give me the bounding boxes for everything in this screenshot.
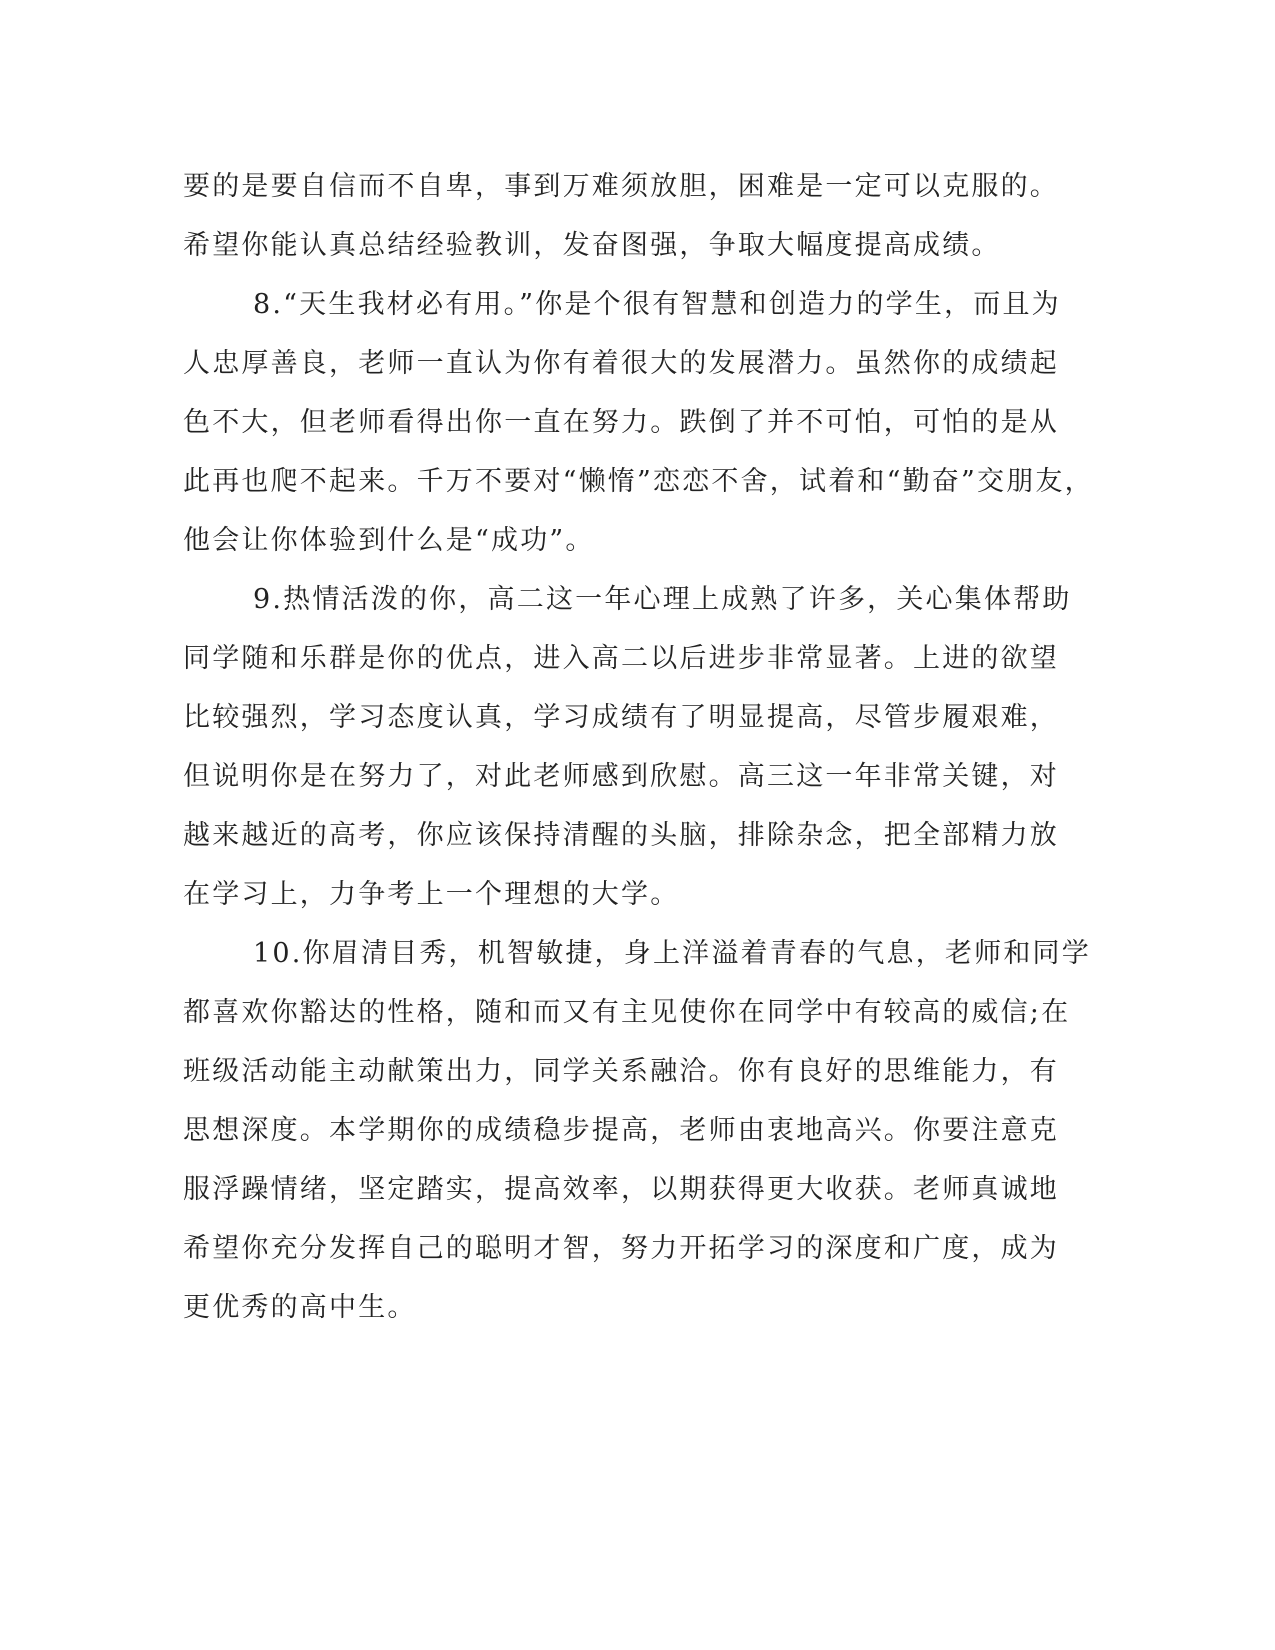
text-line: 他会让你体验到什么是“成功”。 xyxy=(183,525,595,556)
text-line: 比较强烈，学习态度认真，学习成绩有了明显提高，尽管步履艰难， xyxy=(183,702,1059,733)
text-line: 希望你能认真总结经验教训，发奋图强，争取大幅度提高成绩。 xyxy=(183,230,1001,261)
text-line: 越来越近的高考，你应该保持清醒的头脑，排除杂念，把全部精力放 xyxy=(183,820,1059,851)
document-body xyxy=(183,157,1094,1337)
text-line: 要的是要自信而不自卑，事到万难须放胆，困难是一定可以克服的。 xyxy=(183,171,1059,202)
text-line: 思想深度。本学期你的成绩稳步提高，老师由衷地高兴。你要注意克 xyxy=(183,1115,1059,1146)
text-line: 更优秀的高中生。 xyxy=(183,1292,417,1323)
text-line: 服浮躁情绪，坚定踏实，提高效率，以期获得更大收获。老师真诚地 xyxy=(183,1174,1059,1205)
paragraph-10-start: 10.你眉清目秀，机智敏捷，身上洋溢着青春的气息，老师和同学 xyxy=(253,938,1091,969)
paragraph-9-start: 9.热情活泼的你，高二这一年心理上成熟了许多，关心集体帮助 xyxy=(253,584,1072,615)
text-line: 班级活动能主动献策出力，同学关系融洽。你有良好的思维能力，有 xyxy=(183,1056,1059,1087)
text-line: 希望你充分发挥自己的聪明才智，努力开拓学习的深度和广度，成为 xyxy=(183,1233,1059,1264)
paragraph-8-start: 8.“天生我材必有用。”你是个很有智慧和创造力的学生，而且为 xyxy=(253,289,1061,320)
text-line: 人忠厚善良，老师一直认为你有着很大的发展潜力。虽然你的成绩起 xyxy=(183,348,1059,379)
text-line: 此再也爬不起来。千万不要对“懒惰”恋恋不舍，试着和“勤奋”交朋友， xyxy=(183,466,1094,497)
text-line: 色不大，但老师看得出你一直在努力。跌倒了并不可怕，可怕的是从 xyxy=(183,407,1059,438)
text-line: 同学随和乐群是你的优点，进入高二以后进步非常显著。上进的欲望 xyxy=(183,643,1059,674)
text-line: 在学习上，力争考上一个理想的大学。 xyxy=(183,879,680,910)
text-line: 但说明你是在努力了，对此老师感到欣慰。高三这一年非常关键，对 xyxy=(183,761,1059,792)
text-line: 都喜欢你豁达的性格，随和而又有主见使你在同学中有较高的威信;在 xyxy=(183,997,1071,1028)
